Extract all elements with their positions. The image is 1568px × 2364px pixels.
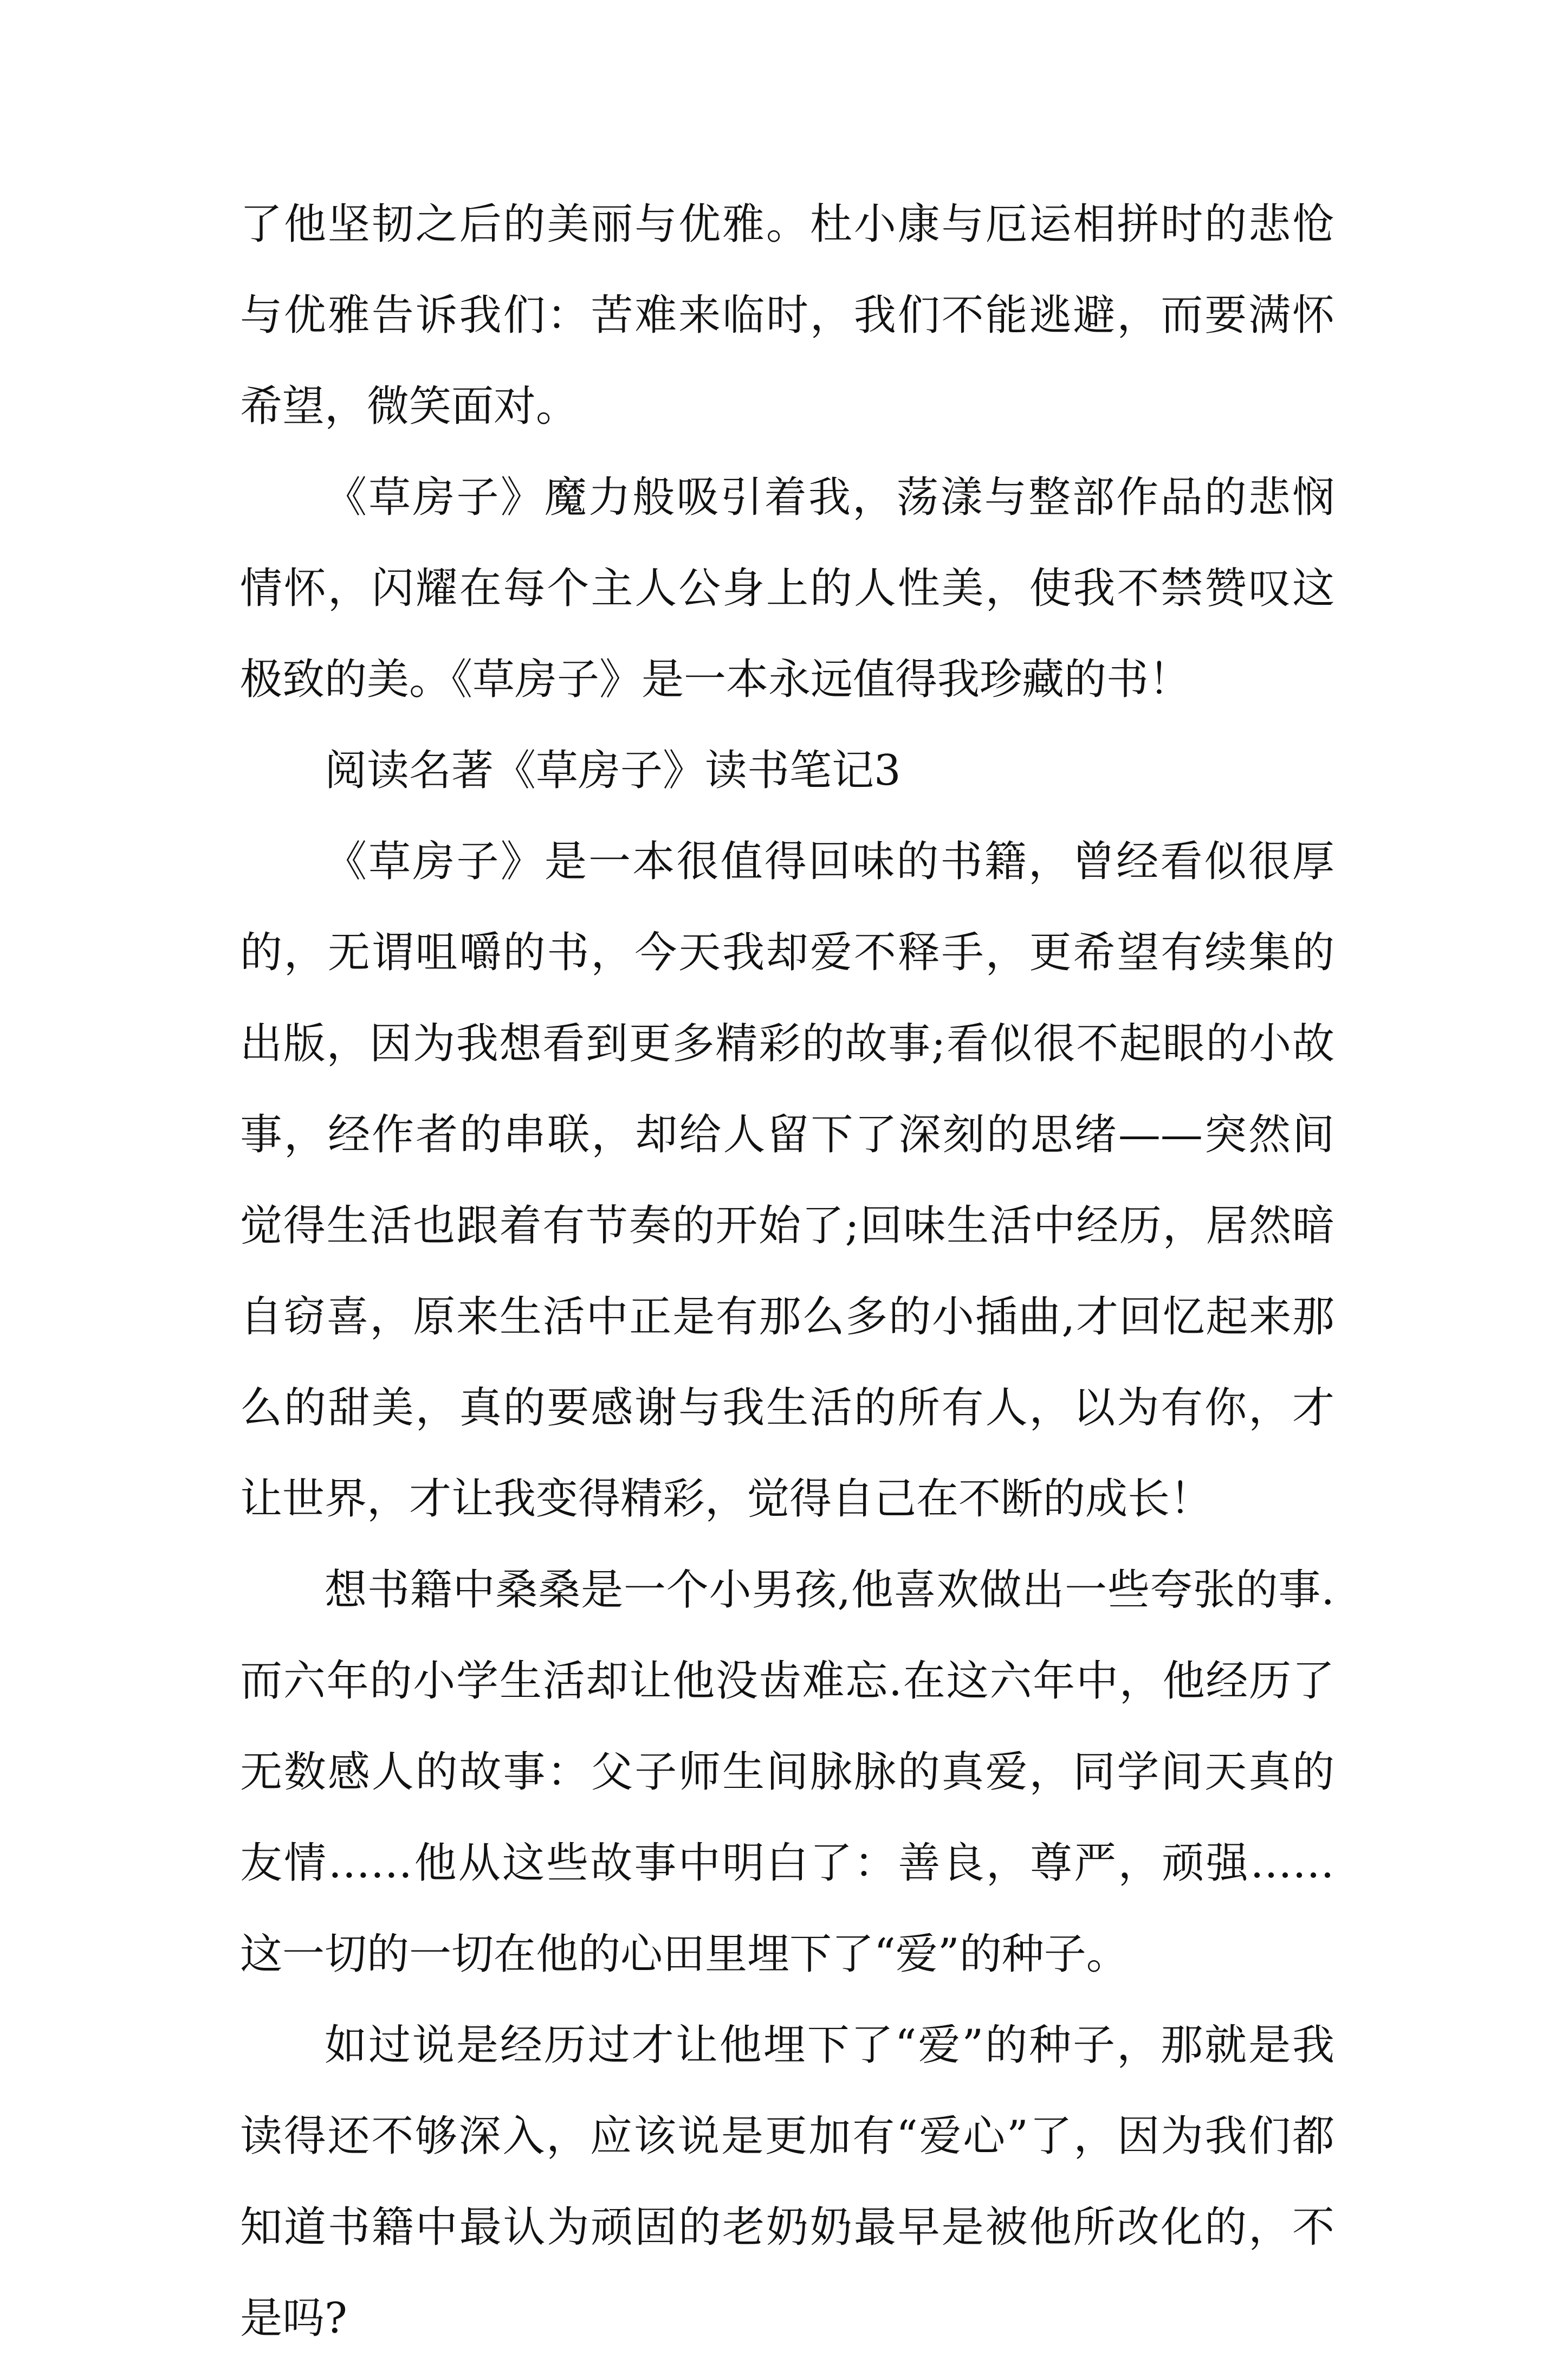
paragraph-sangsang: 想书籍中桑桑是一个小男孩,他喜欢做出一些夸张的事.而六年的小学生活却让他没齿难忘.在这六年中，他经历了无数感人的故事：父子师生间脉脉的真爱，同学间天真的友情……他从这些故事中明白了：善良，尊严，顽强……这一切的一切在他的心田里埋下了“爱”的种子。 [240,1566,1334,1979]
section-heading: 阅读名著《草房子》读书笔记3 [325,746,901,795]
paragraph-continuation: 了他坚韧之后的美丽与优雅。杜小康与厄运相拼时的悲怆与优雅告诉我们：苦难来临时，我们不能逃避，而要满怀希望，微笑面对。 [240,200,1334,431]
paragraph-caofangzi-charm: 《草房子》魔力般吸引着我，荡漾与整部作品的悲悯情怀，闪耀在每个主人公身上的人性美，使我不禁赞叹这极致的美。《草房子》是一本永远值得我珍藏的书！ [240,473,1334,704]
paragraph-seed-of-love: 如过说是经历过才让他埋下了“爱”的种子，那就是我读得还不够深入，应该说是更加有“爱心”了，因为我们都知道书籍中最认为顽固的老奶奶最早是被他所改化的，不是吗? [240,2021,1334,2343]
document-body [240,179,1334,2364]
paragraph-worth-savoring: 《草房子》是一本很值得回味的书籍，曾经看似很厚的，无谓咀嚼的书，今天我却爱不释手，更希望有续集的出版，因为我想看到更多精彩的故事;看似很不起眼的小故事，经作者的串联，却给人留下了深刻的思绪——突然间觉得生活也跟着有节奏的开始了;回味生活中经历，居然暗自窃喜，原来生活中正是有那么多的小插曲,才回忆起来那么的甜美，真的要感谢与我生活的所有人，以为有你，才让世界，才让我变得精彩，觉得自己在不断的成长！ [240,837,1334,1523]
